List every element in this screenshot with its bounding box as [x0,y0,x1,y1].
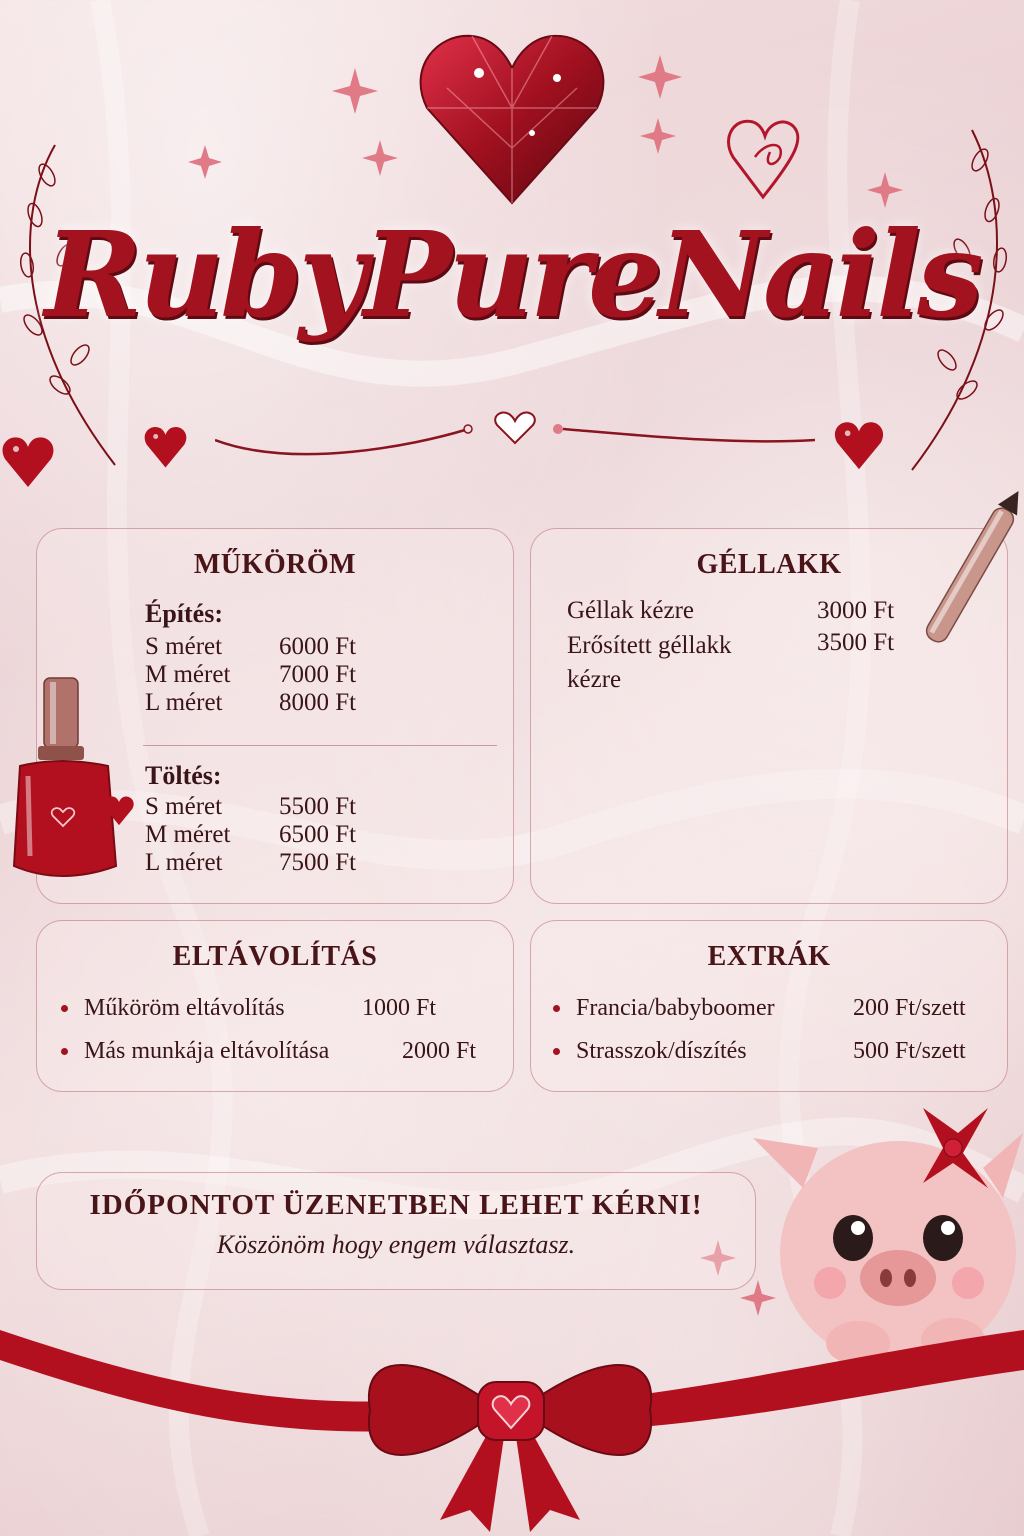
thank-you-text: Köszönöm hogy engem választasz. [216,1230,576,1259]
service-name: Strasszok/díszítés [576,1038,747,1064]
price-value: 7000 Ft [279,661,357,688]
service-name: Más munkája eltávolítása [84,1038,330,1064]
panel-footer [36,1172,756,1290]
small-heart-icon [104,795,134,827]
price-value: 3000 Ft [817,597,895,624]
heart-icon-left-1 [2,435,54,490]
bullet-icon [61,1005,68,1012]
panel-title-gellakk: GÉLLAKK [696,549,842,580]
price-value: 6000 Ft [279,633,357,660]
size-label: M méret [145,821,231,848]
service-name: Műköröm eltávolítás [84,995,285,1021]
appointment-heading: IDŐPONTOT ÜZENETBEN LEHET KÉRNI! [89,1189,703,1221]
service-name: Francia/babyboomer [576,995,775,1021]
price-value: 5500 Ft [279,793,357,820]
heart-icon-right [834,420,884,472]
bullet-icon [61,1048,68,1055]
service-name: Erősített géllakk kézre [567,632,732,693]
price-row [145,633,356,661]
panel-title-extrak: EXTRÁK [707,941,831,972]
price-row [145,849,356,877]
price-value: 6500 Ft [279,821,357,848]
price-row [145,793,356,821]
bullet-icon [553,1048,560,1055]
list-item [61,995,476,1022]
list-item [61,1038,476,1065]
price-value: 500 Ft/szett [853,1038,966,1064]
brand-underline [215,405,815,475]
subheading-toltes: Töltés: [145,761,222,790]
price-value: 2000 Ft [402,1038,477,1064]
panel-eltavolitas [36,920,514,1092]
size-label: M méret [145,661,231,688]
size-label: S méret [145,793,223,820]
nail-polish-icon [8,676,123,891]
price-row [567,629,927,697]
price-value: 8000 Ft [279,689,357,716]
heart-icon-left-2 [143,425,188,470]
price-value: 7500 Ft [279,849,357,876]
panel-extrak [530,920,1008,1092]
price-row [145,821,356,849]
ribbon-bow-icon [0,1310,1024,1536]
service-name: Géllak kézre [567,597,695,624]
panel-title-mukorom: MŰKÖRÖM [193,549,357,580]
section-divider [143,745,497,746]
price-value: 3500 Ft [817,629,895,656]
pen-icon [915,490,1024,660]
size-label: L méret [145,689,223,716]
panel-title-eltavolitas: ELTÁVOLÍTÁS [172,941,378,972]
price-row [145,661,356,689]
price-row [567,597,927,625]
brand-title: RubyPureNails [44,205,980,344]
subheading-epites: Építés: [145,599,223,628]
list-item [553,1038,966,1065]
price-row [145,689,356,717]
size-label: S méret [145,633,223,660]
price-value: 200 Ft/szett [853,995,966,1021]
heart-doodle-icon [725,112,805,202]
list-item [553,995,966,1022]
bullet-icon [553,1005,560,1012]
size-label: L méret [145,849,223,876]
price-value: 1000 Ft [362,995,437,1021]
